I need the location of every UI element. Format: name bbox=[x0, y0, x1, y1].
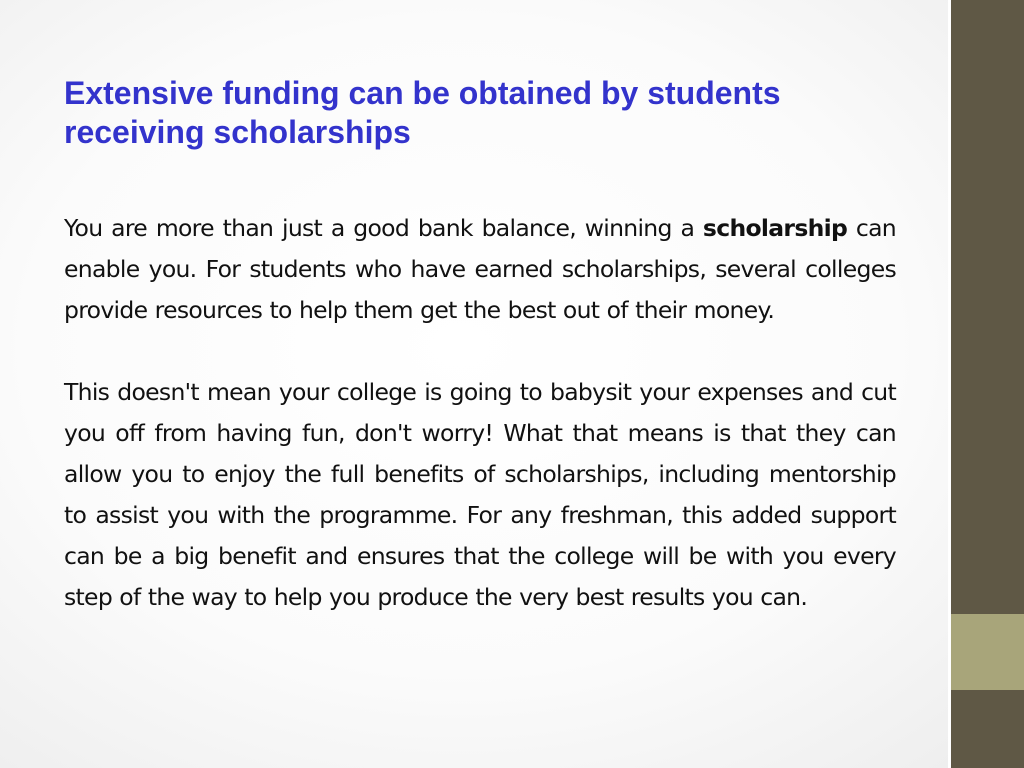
paragraph-1-text-after: can enable you. For students who have earned scholarships, several colleges provide resources to help them get the best out of their money. bbox=[64, 214, 896, 324]
paragraph-1-text-before: You are more than just a good bank balance, winning a bbox=[64, 214, 703, 242]
sidebar-accent-block bbox=[951, 614, 1024, 690]
paragraph-1 bbox=[64, 208, 896, 331]
scholarship-keyword: scholarship bbox=[702, 214, 848, 242]
slide-title: Extensive funding can be obtained by students receiving scholarships bbox=[64, 75, 781, 150]
slide-body bbox=[64, 208, 896, 618]
paragraph-2: This doesn't mean your college is going to babysit your expenses and cut you off from having fun, don't worry! What that means is that they can allow you to enjoy the full benefits of scholarships, including mentorship to assist you with the programme. For any freshman, this added support can be a big benefit and ensures that the college will be with you every step of the way to help you produce the very best results you can. bbox=[64, 378, 896, 611]
decorative-sidebar bbox=[948, 0, 1024, 768]
